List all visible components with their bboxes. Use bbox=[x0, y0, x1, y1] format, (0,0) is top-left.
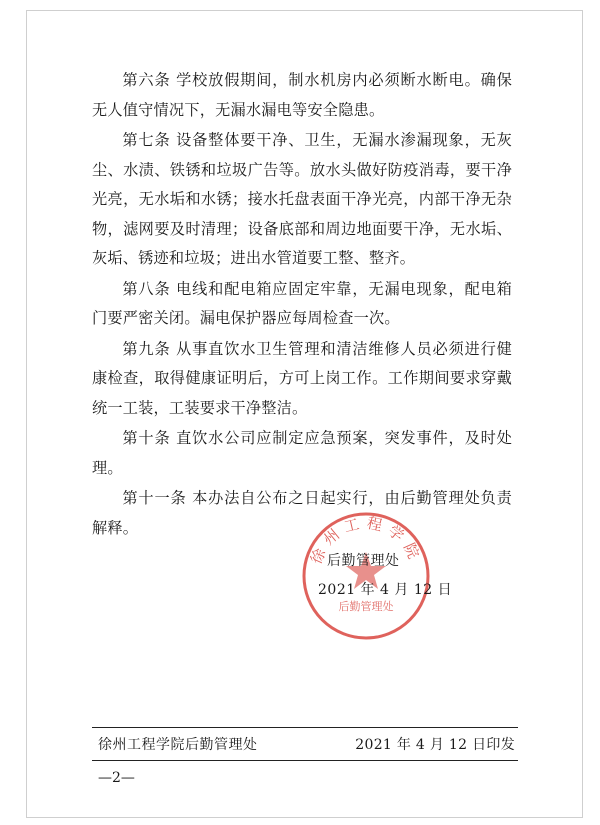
page-number: —2— bbox=[98, 770, 135, 786]
article-11: 第十一条 本办法自公布之日起实行，由后勤管理处负责解释。 bbox=[92, 489, 512, 537]
signature-date: 2021 年 4 月 12 日 bbox=[318, 582, 453, 598]
seal-ring-text: 徐州工程学院 bbox=[307, 513, 425, 567]
footer-rule-bottom bbox=[92, 760, 518, 761]
body-text bbox=[92, 66, 512, 544]
article-10: 第十条 直饮水公司应制定应急预案，突发事件，及时处理。 bbox=[92, 429, 512, 477]
article-6: 第六条 学校放假期间，制水机房内必须断水断电。确保无人值守情况下，无漏水漏电等安全隐患。 bbox=[92, 71, 512, 119]
seal-inner-text: 后勤管理处 bbox=[338, 600, 394, 613]
article-7: 第七条 设备整体要干净、卫生，无漏水渗漏现象，无灰尘、水渍、铁锈和垃圾广告等。放水头做好防疫消毒，要干净光亮，无水垢和水锈；接水托盘表面干净光亮，内部干净无杂物，滤网要及时清理；设备底部和周边地面要干净，无水垢、灰垢、锈迹和垃圾；进出水管道要工整、整齐。 bbox=[92, 131, 512, 267]
article-8: 第八条 电线和配电箱应固定牢靠，无漏电现象，配电箱门要严密关闭。漏电保护器应每周检查一次。 bbox=[92, 279, 512, 327]
official-seal bbox=[300, 510, 432, 642]
article-9: 第九条 从事直饮水卫生管理和清洁维修人员必须进行健康检查，取得健康证明后，方可上岗工作。工作期间要求穿戴统一工装，工装要求干净整洁。 bbox=[92, 339, 512, 417]
footer-issuer: 徐州工程学院后勤管理处 bbox=[98, 737, 258, 753]
footer-rule-top bbox=[92, 727, 518, 728]
signature-department: 后勤管理处 bbox=[327, 553, 400, 569]
footer-issued-date: 2021 年 4 月 12 日印发 bbox=[355, 737, 515, 753]
